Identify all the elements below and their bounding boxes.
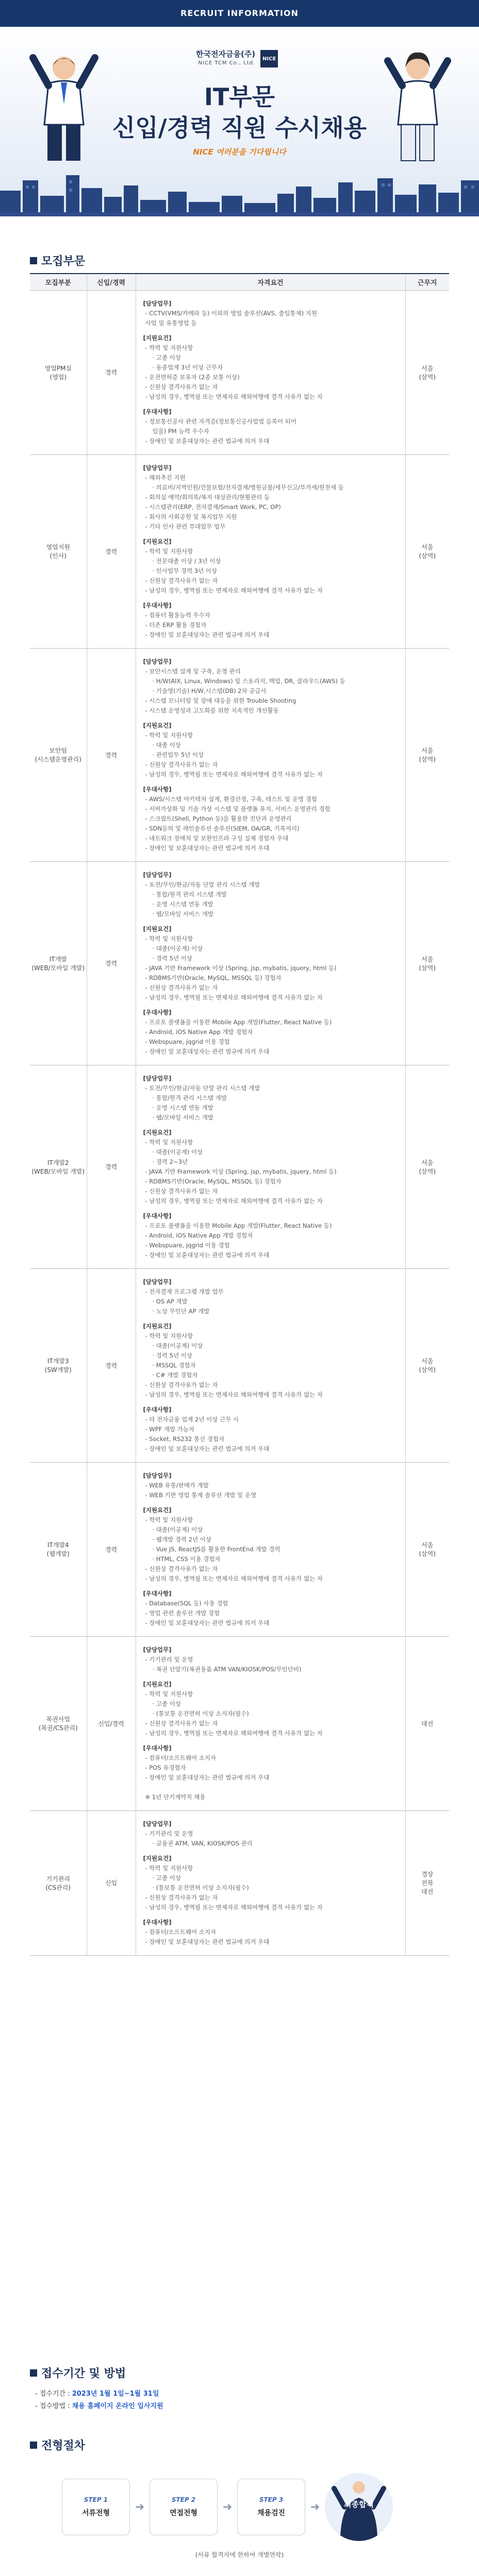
arrow-right-icon: ➜ [310,2500,320,2514]
dept-name: 복권사업 [46,1716,70,1723]
qualification-line: - 토전/무인/현금/자동 단말 관리 시스템 개발 [145,1084,260,1092]
dept-name: 영업PM실 [44,364,72,372]
qualification-line: - 시스템 운영성과 고도화를 위한 지속적인 개선활동 [145,706,279,714]
table-row [30,1065,449,1268]
qualification-line: · 운영 시스템 연동 개발 [152,1104,213,1111]
qualification-line: - 시스템관리(ERP, 전자결재/Smart Work, PC, OP) [145,503,281,511]
dept-name: (인사) [49,552,67,560]
qualification-line: - 기타 인사 관련 부대업무 업무 [145,522,226,530]
qualification-cell [136,861,405,1065]
process-final-hire [325,2473,393,2541]
qualification-line: - 운전면허증 보유자 (2종 보통 이상) [145,373,240,381]
qualification-line: - 장애인 및 보훈대상자는 관련 법규에 의거 우대 [145,1938,270,1945]
qualification-line: - WPF 개발 가능자 [145,1425,195,1433]
qualification-cell [136,1636,405,1810]
qualification-line: - 장애인 및 보훈대상자는 관련 법규에 의거 우대 [145,844,270,852]
qualification-line: - 신원상 결격사유가 없는 자 [145,1893,218,1901]
qualification-line: - 장애인 및 보훈대상자는 관련 법규에 의거 우대 [145,1047,270,1055]
table-row [30,861,449,1065]
dept-cell [30,290,87,454]
qualification-line: - 신원상 결격사유가 없는 자 [145,383,218,391]
qualification-line: - 신원상 결격사유가 없는 자 [145,1565,218,1572]
company-name-kr: 한국전자금융(주) [196,49,256,59]
dept-name: 보안팀 [49,747,68,754]
qualification-line: - 보안시스템 설계 및 구축, 운영 관리 [145,667,241,675]
qualification-group-title: [지원요건] [143,925,172,933]
dept-name: (WEB/모바일 개발) [31,1167,85,1175]
qualification-line: · 전문대졸 이상 / 3년 이상 [152,557,221,565]
qualification-group-title: [우대사항] [143,785,172,793]
location-name: 대전 [421,1720,434,1727]
qualification-line: · OS AP 개발 [152,1297,188,1305]
qualification-line: · Vue JS, ReactJS를 활용한 FrontEnd 개발 경력 [152,1545,280,1553]
section-bullet-icon [30,2369,37,2377]
section-bullet-icon [30,257,37,264]
qualification-line: - 컴퓨터 활용능력 우수자 [145,611,210,619]
qualification-line: - 토전/무인/현금/자동 단말 관리 시스템 개발 [145,880,260,888]
qualification-line: · 고졸 이상 [152,353,181,361]
qualification-group-title: [담당업무] [143,1278,172,1285]
qualification-line: - 신원상 결격사유가 없는 자 [145,1187,218,1195]
qualification-line: - 장애인 및 보훈대상자는 관련 법규에 의거 우대 [145,631,270,638]
qualification-line: - 회의실 예약/회의록/복지 대상관리/현황관리 등 [145,493,270,501]
section-title: 모집부문 [41,255,86,268]
qualification-line: - 해외추진 지원 [145,473,186,481]
qualification-group-title: [담당업무] [143,464,172,471]
type-cell: 신입 [87,1810,136,1955]
qualification-line: - 정보통신공사 관련 자격증(정보통신공사업법 등록이 되어 [145,417,297,425]
apply-method-line: - 접수방법 : 채용 홈페이지 온라인 입사지원 [35,2402,163,2410]
qualification-line: · 기술영(기술) H/W,시스템(DB) 2차 공급사 [152,687,267,694]
qualification-group-title: [우대사항] [143,1918,172,1926]
dept-name: 기기관리 [46,1875,70,1883]
qualification-line: · 금융권 ATM, VAN, KIOSK/POS 관리 [152,1839,253,1847]
qualification-cell [136,454,405,648]
qualification-line: · 통합/원격 관리 시스템 개발 [152,890,227,898]
dept-name: IT개발4 [47,1541,69,1549]
location-cell [405,290,449,454]
qualification-group-title: [담당업무] [143,299,172,307]
dept-cell [30,1636,87,1810]
qualification-line: - 신원상 결격사유가 없는 자 [145,1381,218,1388]
dept-name: IT개발3 [47,1358,69,1365]
qualification-group-title: [담당업무] [143,657,172,665]
qualification-line: - POS 유경험자 [145,1764,186,1771]
qualification-line: - 남성의 경우, 병역필 또는 면제자로 해외여행에 결격 사유가 없는 자 [145,1197,323,1205]
qualification-line: - 학력 및 지원사항 [145,1516,193,1523]
location-name: (삼역) [419,1550,436,1557]
qualification-line: · C# 개발 경험자 [152,1371,198,1379]
qualification-group-title: [우대사항] [143,1008,172,1016]
qualification-line: - 영업 관련 솔루션 개발 경험 [145,1609,220,1617]
location-cell [405,1810,449,1955]
qualification-line: - 학력 및 지원사항 [145,1864,193,1872]
location-name: 서울 [421,1358,434,1365]
qualification-line: - 남성의 경우, 병역필 또는 면제자로 해외여행에 결격 사유가 없는 자 [145,1391,323,1398]
qualification-group-title: [지원요건] [143,1322,172,1330]
qualification-line: · 대졸(이공계) 이상 [152,1148,203,1156]
dept-cell [30,1462,87,1636]
qualification-line: - 신원상 결격사유가 없는 자 [145,760,218,768]
qualification-line [143,1783,398,1792]
table-row [30,1636,449,1810]
qualification-line: · HTML, CSS 이용 경험자 [152,1555,221,1563]
qualification-line: - 네트워크 장애처 및 보완인프라 구성 실제 경험자 우대 [145,834,289,842]
type-cell: 경력 [87,290,136,454]
dept-name: 영업지원 [46,544,70,551]
company-name-en: NICE TCM Co., Ltd. [198,60,256,66]
qualification-line: - 남성의 경우, 병역필 또는 면제자로 해외여행에 결격 사유가 없는 자 [145,993,323,1001]
dept-cell [30,1065,87,1268]
qualification-line: - RDBMS기반(Oracle, MySQL, MSSQL 등) 경험자 [145,1177,282,1185]
qualification-line: - 학력 및 지원사항 [145,731,193,739]
qualification-line: - 기기관리 및 운영 [145,1655,193,1663]
qualification-line: - 남성의 경우, 병역필 또는 면제자로 해외여행에 결격 사유가 없는 자 [145,1574,323,1582]
qualification-line: ※ 1년 단기계약직 채용 [145,1793,206,1801]
qualification-line: - 학력 및 지원사항 [145,344,193,351]
qualification-line: · 대졸(이공계) 이상 [152,1526,203,1533]
qualification-line: · 웹/모바일 서비스 개발 [152,910,213,918]
location-name: (삼역) [419,1167,436,1175]
table-row [30,1462,449,1636]
table-row [30,1268,449,1462]
qualification-group-title: [우대사항] [143,408,172,415]
hero-title-line2: 신입/경력 직원 수시채용 [112,114,367,142]
city-skyline-illustration [0,160,479,216]
dept-cell [30,648,87,861]
apply-section [30,2365,449,2413]
qualification-line: - RDBMS기반(Oracle, MySQL, MSSQL 등) 경험자 [145,974,282,981]
dept-name: (복권/CS관리) [38,1724,78,1732]
location-name: 서울 [421,544,434,551]
qualification-line: - Android, iOS Native App 개발 경험자 [145,1231,253,1239]
process-step-1: STEP 1 서류전형 [62,2479,130,2535]
section-title: 전형절차 [41,2439,86,2452]
qualification-line: 있을) PM 능력 우수자 [152,427,209,435]
qualification-line: · MSSQL 경험자 [152,1361,196,1369]
qualification-line: - 학력 및 지원사항 [145,1690,193,1698]
qualification-line: · 동종업계 3년 이상 근무자 [152,363,223,371]
hero-title-line1: IT부문 [204,83,275,111]
qualification-group-title: [지원요건] [143,537,172,545]
qualification-line: · 대졸(이공계) 이상 [152,1342,203,1349]
company-logo [196,49,278,68]
dept-cell [30,454,87,648]
qualification-line: 사업 및 유통영업 등 [145,319,197,327]
qualification-line: - 남성의 경우, 병역필 또는 면제자로 해외여행에 결격 사유가 없는 자 [145,770,323,778]
qualification-line: - 전자결재 프로그램 개발 업무 [145,1287,224,1295]
ground-line [0,212,479,216]
table-row [30,1810,449,1955]
qualification-group-title: [담당업무] [143,1471,172,1479]
dept-cell [30,861,87,1065]
location-cell [405,454,449,648]
location-cell [405,1462,449,1636]
qualification-line: - SDN등의 및 레인솔루션 솔루션(SIEM, OA/GR, 기록저리) [145,824,300,832]
qualification-line: - Database(SQL 등) 사용 경험 [145,1599,228,1607]
qualification-cell [136,648,405,861]
qualification-line: - Android, iOS Native App 개발 경험자 [145,1028,253,1036]
qualification-group-title: [우대사항] [143,1212,172,1219]
location-name: 서울 [421,955,434,963]
apply-period-line: - 접수기간 : 2023년 1월 1일~1월 31일 [35,2390,159,2398]
qualification-group-title: [담당업무] [143,1074,172,1082]
qualification-line: - 장애인 및 보훈대상자는 관련 법규에 의거 우대 [145,1251,270,1259]
qualification-line: · 고졸 이상 [152,1700,181,1707]
qualification-line: - 남성의 경우, 병역필 또는 면제자로 해외여행에 결격 사유가 없는 자 [145,1903,323,1911]
qualification-line: · 의료비/지역인원/건물보험/전자결재/병원금불/세무신고/부가세/원천세 등 [152,483,344,491]
qualification-line: - 신원상 결격사유가 없는 자 [145,984,218,991]
qualification-cell [136,1268,405,1462]
qualification-group-title: [담당업무] [143,1646,172,1653]
process-step-3: STEP 3 채용검진 [237,2479,305,2535]
qualification-line: - 학력 및 지원사항 [145,935,193,942]
type-cell: 경력 [87,1268,136,1462]
qualification-group-title: [우대사항] [143,1405,172,1413]
top-banner-label: RECRUIT INFORMATION [180,8,299,18]
type-cell: 경력 [87,861,136,1065]
table-row [30,454,449,648]
col-header-type: 신입/경력 [87,274,136,290]
type-cell: 경력 [87,1065,136,1268]
qualification-line: - 남성의 경우, 병역필 또는 면제자로 해외여행에 결격 사유가 없는 자 [145,393,323,400]
qualification-line: - 스크립트(Shell, Python 등)을 활용한 진단과 운영관리 [145,815,292,822]
location-name: 서울 [421,1159,434,1166]
qualification-line: - 남성의 경우, 병역필 또는 면제자로 해외여행에 결격 사유가 없는 자 [145,586,323,594]
qualification-line: - 장애인 및 보훈대상자는 관련 법규에 의거 우대 [145,1445,270,1452]
logo-mark: NICE [260,50,278,67]
qualification-line: - 기기관리 및 운영 [145,1829,193,1837]
qualification-line: - 컴퓨터/소프트웨어 소지자 [145,1754,217,1761]
qualification-cell [136,1462,405,1636]
qualification-line: - 타 전자금융 업계 2년 이상 근무 시 [145,1415,239,1423]
qualification-line: · 웹/모바일 서비스 개발 [152,1113,213,1121]
qualification-group-title: [담당업무] [143,871,172,878]
dept-name: (웹개발) [46,1550,70,1557]
hero-slogan: NICE 여러분을 기다립니다 [193,147,286,157]
qualification-group-title: [지원요건] [143,721,172,729]
qualification-line: · (통보통 운전면허 이상 소지자(필수) [152,1884,249,1891]
top-banner [0,0,479,27]
location-name: 전북 [421,1879,434,1887]
location-cell [405,861,449,1065]
qualification-group-title: [지원요건] [143,1506,172,1514]
qualification-line: - 장애인 및 보훈대상자는 관련 법규에 의거 우대 [145,437,270,445]
qualification-line: - 서버가상화 및 기술 가상 시스템 및 플랫폼 유지, 서비스 운영관리 경험 [145,805,331,812]
apply-period-value: 2023년 1월 1일~1월 31일 [72,2390,159,2398]
qualification-line: · 복권 단말기(복권용품 ATM VAN/KIOSK/POS/무인단비) [152,1665,302,1673]
location-cell [405,1268,449,1462]
col-header-qualification: 자격요건 [136,274,405,290]
table-row [30,648,449,861]
location-cell [405,1636,449,1810]
dept-name: (CS관리) [45,1884,71,1891]
location-name: 서울 [421,1541,434,1549]
qualification-group-title: [지원요건] [143,1128,172,1136]
qualification-line: · 대졸 이상 [152,741,181,749]
arrow-right-icon: ➜ [222,2500,233,2514]
dept-name: (SW개발) [44,1366,72,1374]
type-cell: 경력 [87,648,136,861]
dept-name: IT개발 [49,955,67,963]
qualification-line: - 학력 및 지원사항 [145,1332,193,1340]
qualification-line: · 경력 5년 이상 [152,1351,192,1359]
location-cell [405,648,449,861]
qualification-line: - 회사의 사회공헌 및 복지업무 지원 [145,513,237,520]
process-step-2: STEP 2 면접전형 [150,2479,218,2535]
qualification-group-title: [우대사항] [143,601,172,609]
qualification-line: · 고졸 이상 [152,1874,181,1882]
qualification-line: · (통보통 운전면허 이상 소지자(필수) [152,1709,249,1717]
qualification-cell [136,1065,405,1268]
arrow-right-icon: ➜ [135,2500,145,2514]
location-name: (삼역) [419,373,436,381]
qualification-line: · 노상 무인단 AP 개발 [152,1307,210,1315]
qualification-line: - 남성의 경우, 병역필 또는 면제자로 해외여행에 결격 사유가 없는 자 [145,1729,323,1737]
process-note: (서류 합격자에 한하여 개별연락) [195,2551,284,2558]
qualification-line: - Webspuare, jqgrid 이용 경험 [145,1241,230,1249]
location-name: (삼역) [419,756,436,763]
qualification-line: - 컴퓨터/소프트웨어 소지자 [145,1928,217,1936]
qualification-line: - 신원상 결격사유가 없는 자 [145,1719,218,1727]
qualification-line: - 시스템 모니터링 및 장애 대응을 위한 Trouble Shooting [145,697,296,704]
qualification-line: - 프로토 플랫폼을 이용한 Mobile App 개발(Flutter, React Native 등) [145,1222,332,1229]
qualification-line: - 학력 및 지원사항 [145,1138,193,1146]
location-name: 서울 [421,364,434,372]
recruit-section-header [30,252,449,268]
qualification-group-title: [지원요건] [143,1854,172,1862]
qualification-line: - JAVA 기반 Framework 이상 (Spring, jsp, mybatis, jquery, html 등) [145,1167,337,1175]
qualification-group-title: [담당업무] [143,1820,172,1827]
qualification-line: · H/W(AIX, Linux, Windows) 및 스토리지, 백업, DR, 클라우드(AWS) 등 [152,677,345,685]
qualification-line: - WEB 유통/판매가 개발 [145,1481,209,1489]
qualification-line: - CCTV(VMS/카메라 등) 이외의 영업 솔루션(AVS, 출입통제) 지원 [145,309,318,317]
dept-name: (WEB/모바일 개발) [31,964,85,972]
recruit-table [30,273,449,1956]
qualification-line: · 인사업무 경력 3년 이상 [152,567,218,574]
qualification-group-title: [우대사항] [143,1589,172,1597]
dept-cell [30,1810,87,1955]
qualification-group-title: [우대사항] [143,1744,172,1752]
qualification-cell [136,290,405,454]
qualification-line: · 통합/원격 관리 시스템 개발 [152,1094,227,1101]
apply-method-value: 채용 홈페이지 온라인 입사지원 [72,2402,163,2410]
process-flow [62,2473,393,2541]
type-cell: 신입/경력 [87,1636,136,1810]
qualification-line: · 대졸(이공계) 이상 [152,944,203,952]
qualification-line: - 장애인 및 보훈대상자는 관련 법규에 의거 우대 [145,1619,270,1626]
qualification-cell [136,1810,405,1955]
qualification-line: - Webspuare, jqgrid 이용 경험 [145,1038,230,1045]
qualification-group-title: [지원요건] [143,334,172,342]
dept-name: (영업) [49,373,67,381]
qualification-line: · 관련업무 5년 이상 [152,751,204,758]
qualification-line: - Socket, RS232 통신 경험자 [145,1435,225,1443]
location-name: (삼역) [419,1366,436,1374]
qualification-line: · 웹개발 경력 2년 이상 [152,1535,211,1543]
location-name: (삼역) [419,552,436,560]
qualification-line: - AWS/시스템 아키텍처 설계, 환경산정, 구축, 테스트 및 운영 경험 [145,795,317,803]
dept-name: IT개발2 [47,1159,69,1166]
qualification-line: - WEB 기반 영업 통계 솔루션 개발 및 운영 [145,1491,256,1499]
col-header-dept: 모집부분 [30,274,87,290]
qualification-line: - 학력 및 지원사항 [145,547,193,555]
qualification-line: · 경력 2~3년 [152,1158,188,1165]
process-final-label: 최종합격 [344,2500,374,2509]
location-name: 서울 [421,747,434,754]
hero-banner [0,27,479,216]
location-name: 경상 [421,1871,434,1878]
qualification-line: - 신원상 결격사유가 없는 자 [145,577,218,584]
table-row [30,290,449,454]
qualification-line: - JAVA 기반 Framework 이상 (Spring, jsp, mybatis, jquery, html 등) [145,964,337,972]
location-name: (삼역) [419,964,436,972]
section-bullet-icon [30,2442,37,2449]
col-header-location: 근무지 [405,274,449,290]
qualification-group-title: [지원요건] [143,1680,172,1688]
type-cell: 경력 [87,454,136,648]
qualification-line: - 장애인 및 보훈대상자는 관련 법규에 의거 우대 [145,1773,270,1781]
dept-cell [30,1268,87,1462]
qualification-line: · 경력 5년 이상 [152,954,192,962]
qualification-line: - 더존 ERP 활용 경험자 [145,621,207,629]
section-title: 접수기간 및 방법 [41,2367,126,2380]
location-name: 대전 [421,1888,434,1895]
qualification-line: - 프로토 플랫폼을 이용한 Mobile App 개발(Flutter, React Native 등) [145,1018,332,1026]
type-cell: 경력 [87,1462,136,1636]
qualification-line: · 운영 시스템 연동 개발 [152,900,213,908]
dept-name: (시스템운영관리) [35,756,81,763]
location-cell [405,1065,449,1268]
process-section-header [30,2437,449,2453]
